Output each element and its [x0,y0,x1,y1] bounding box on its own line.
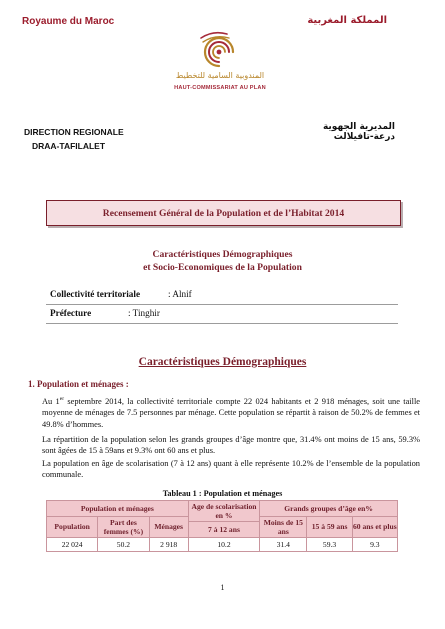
th-moins15: Moins de 15 ans [260,516,307,537]
cell-menages: 2 918 [149,538,188,552]
cell-60plus: 9.3 [352,538,397,552]
th-60plus: 60 ans et plus [352,516,397,537]
subtitle-line1: Caractéristiques Démographiques [152,249,293,260]
prefecture-value: : Tinghir [128,308,160,318]
census-banner: Recensement Général de la Population et de l’Habitat 2014 [46,200,401,226]
table-group-age: Grands groupes d’âge en% [260,501,398,517]
direction-fr-line2: DRAA-TAFILALET [32,141,106,151]
direction-ar [323,122,395,142]
paragraph-1-start: Au 1 [42,396,60,406]
hcp-logo-icon [193,28,245,72]
collectivite-value: : Alnif [168,289,192,299]
section1-heading: 1. Population et ménages : [28,379,129,389]
table-caption: Tableau 1 : Population et ménages [162,489,283,498]
th-15-59: 15 à 59 ans [307,516,352,537]
direction-ar-line2: درعة-تافيلالت [333,132,395,142]
country-name-fr: Royaume du Maroc [22,16,115,27]
prefecture-label: Préfecture [50,308,92,318]
cell-population: 22 024 [47,538,98,552]
section-title [0,356,445,368]
collectivite-label: Collectivité territoriale [50,289,141,299]
paragraph-2: La répartition de la population selon les grands groupes d’âge montre que, 31.4% ont moins de 15 ans, 59.3% sont âgées de 15 à 59ans et 9.3% ont 60 ans et plus. [42,435,420,456]
direction-fr-line1: DIRECTION REGIONALE [24,127,124,137]
paragraph-1 [42,394,420,430]
table-row [47,538,398,552]
th-femmes: Part des femmes (%) [98,516,149,537]
cell-moins15: 31.4 [260,538,307,552]
prefecture-row [46,308,398,324]
page-number: 1 [220,583,225,592]
table-group-population: Population et ménages [47,501,189,517]
th-menages: Ménages [149,516,188,537]
country-name-ar: المملكة المغربية [307,15,387,26]
population-table [46,500,398,552]
cell-scolarisation: 10.2 [188,538,259,552]
direction-fr [24,125,124,153]
paragraph-3: La population en âge de scolarisation (7 à 12 ans) quant à elle représente 10.2% de l’ensemble de la population communale. [42,459,420,480]
collectivite-row [46,289,398,305]
th-population: Population [47,516,98,537]
institution-name-fr: HAUT-COMMISSARIAT AU PLAN [174,85,266,91]
cell-15-59: 59.3 [307,538,352,552]
paragraph-1-rest: septembre 2014, la collectivité territoriale compte 22 024 habitants et 2 918 ménages, soit une taille moyenne de ménages de 7.5 personnes par ménage. Cette population se répartit à raison de 50.2% de femmes et 49.8% d’hommes. [42,396,420,429]
table-group-scolarisation [188,501,259,538]
institution-name-ar: المندوبية السامية للتخطيط [175,71,265,80]
th-scolarisation-label: 7 à 12 ans [208,525,240,534]
direction-ar-line1: المديرية الجهوية [322,122,395,132]
table-group-scolarisation-label: Age de scolarisation en % [189,501,259,522]
paragraph-1-sup: er [59,396,65,402]
section-title-text: Caractéristiques Démographiques [138,356,307,368]
cell-femmes: 50.2 [98,538,149,552]
subtitle-line2: et Socio-Economiques de la Population [143,262,302,273]
